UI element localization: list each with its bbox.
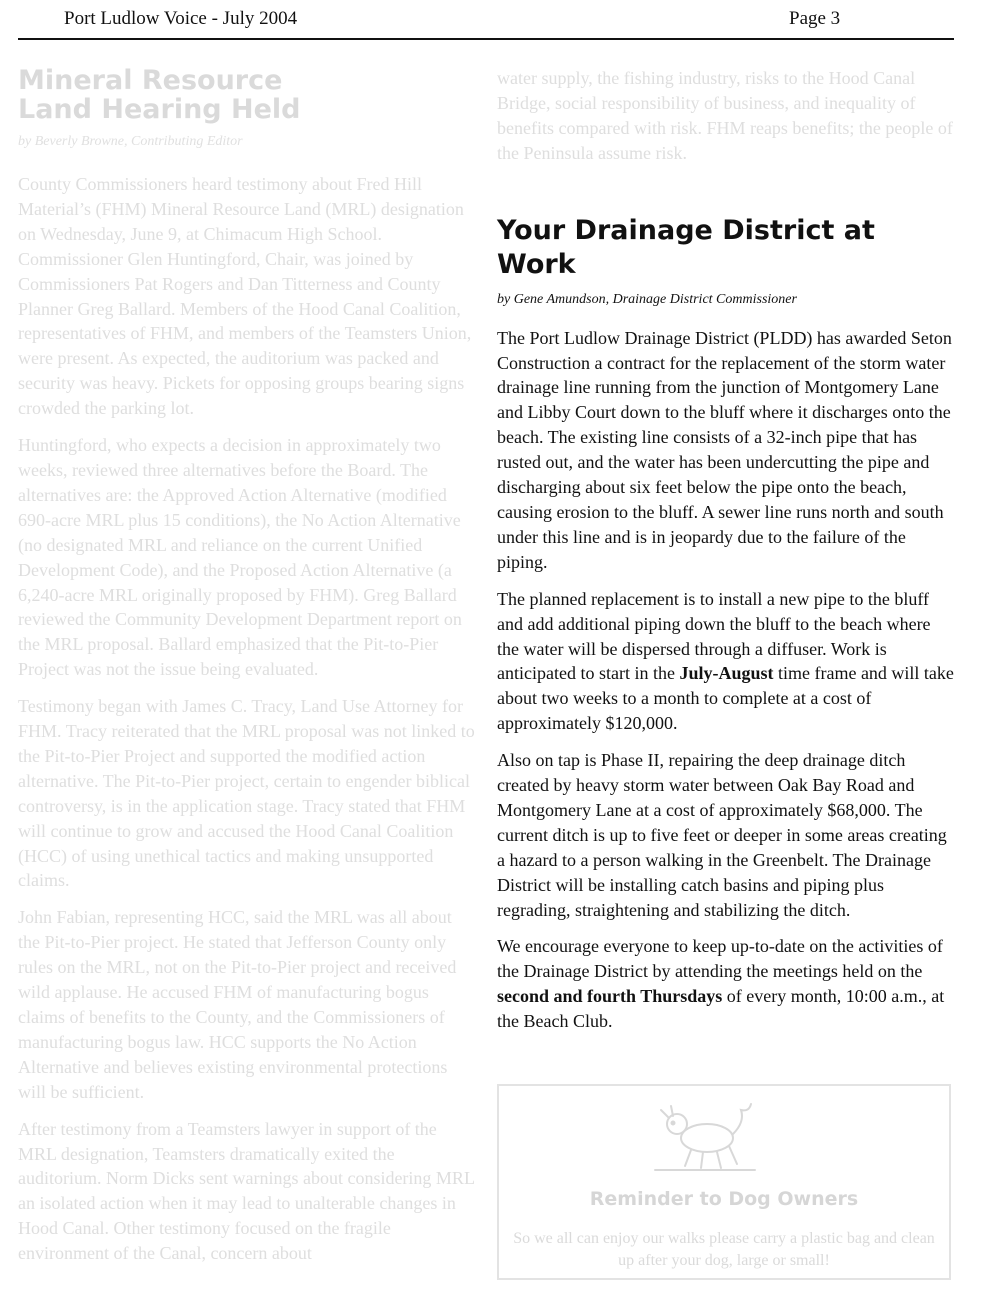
article-paragraph-4: [497, 934, 955, 1034]
left-article-byline: by Beverly Browne, Contributing Editor: [18, 134, 243, 149]
dog-reminder-text: So we all can enjoy our walks please carry a plastic bag and clean up after your dog, large or small!: [513, 1230, 935, 1269]
article-paragraph-3: Also on tap is Phase II, repairing the deep drainage ditch created by heavy storm water between Oak Bay Road and Montgomery Lane at a cost of approximately $68,000. The current ditch is up to five feet or deeper in some areas creating a hazard to a person walking in the Greenbelt. The Drainage District will be installing catch basins and piping plus regrading, straightening and stabilizing the ditch.: [497, 750, 947, 920]
left-article-paragraph: Testimony began with James C. Tracy, Land Use Attorney for FHM. Tracy reiterated that the MRL proposal was not linked to the Pit-to-Pier Project and supported the modified action alternative. The Pit-to-Pier project, certain to engender biblical controversy, is in the application stage. Tracy stated that FHM will continue to grow and accused the Hood Canal Coalition (HCC) of using unethical tactics and making unsupported claims.: [18, 696, 475, 891]
paragraph-text: The planned replacement is to install a new pipe to the bluff and add additional piping down the bluff to the beach where the water will be dispersed through a diffuser. Work is anticipated to start in the: [497, 588, 931, 684]
article-paragraph-1: The Port Ludlow Drainage District (PLDD) has awarded Seton Construction a contract for the replacement of the storm water drainage line running from the junction of Montgomery Lane and Libby Court down to the bluff where it discharges onto the beach. The existing line consists of a 32-inch pipe that has rusted out, and the water has been undercutting the pipe and discharging about six feet below the pipe onto the beach, causing erosion to the bluff. A sewer line runs north and south under this line and is in jeopardy due to the failure of the piping.: [497, 327, 952, 572]
paragraph-text: of every month, 10:00 a.m., at the Beach Club.: [497, 986, 945, 1032]
publication-title: Port Ludlow Voice - July 2004: [64, 8, 298, 29]
article-title: Your Drainage District at Work: [497, 214, 875, 280]
dog-reminder-title: Reminder to Dog Owners: [589, 1188, 859, 1210]
page-number: Page 3: [789, 8, 841, 29]
paragraph-text: We encourage everyone to keep up-to-date on the activities of the Drainage District by attending the meetings held on the: [497, 936, 943, 982]
left-article-title: Mineral Resource Land Hearing Held: [18, 65, 301, 125]
article-byline: by Gene Amundson, Drainage District Commissioner: [497, 291, 797, 307]
left-article-paragraph: After testimony from a Teamsters lawyer in support of the MRL designation, Teamsters dramatically exited the auditorium. Norm Dicks sent warnings about considering MRL an isolated action when it may lead to unalterable changes in Hood Canal. Other testimony focused on the fragile environment of the Canal, concern about: [18, 1118, 475, 1264]
left-article-paragraph: Huntingford, who expects a decision in approximately two weeks, reviewed three alternatives before the Board. The alternatives are: the Approved Action Alternative (modified 690-acre MRL plus 15 conditions), the No Action Alternative (no designated MRL and reliance on the current Unified Development Code), and the Proposed Action Alternative (a 6,240-acre MRL originally proposed by FHM). Greg Ballard reviewed the Community Development Department report on the MRL proposal. Ballard emphasized that the Pit-to-Pier Project was not the issue being evaluated.: [18, 435, 462, 680]
article-paragraph-2: [497, 587, 955, 736]
meeting-days-emphasis: second and fourth Thursdays: [497, 986, 723, 1007]
left-article-continuation: water supply, the fishing industry, risks to the Hood Canal Bridge, social responsibility of business, and inequality of benefits compared with risk. FHM reaps benefits; the people of the Peninsula assume risk.: [497, 68, 953, 163]
paragraph-text: time frame and will take about two weeks to a month to complete at a cost of approximately $120,000.: [497, 663, 954, 734]
left-article-paragraph: County Commissioners heard testimony about Fred Hill Material’s (FHM) Mineral Resource Land (MRL) designation on Wednesday, June 9, at Chimacum High School. Commissioner Glen Huntingford, Chair, was joined by Commissioners Pat Rogers and Dan Titterness and County Planner Greg Ballard. Members of the Hood Canal Coalition, representatives of FHM, and members of the Teamsters Union, were present. As expected, the auditorium was packed and security was heavy. Pickets for opposing groups bearing signs crowded the parking lot.: [18, 174, 472, 419]
right-column: [497, 66, 955, 1046]
left-column-faded: [18, 66, 478, 1278]
date-range-emphasis: July-August: [679, 663, 774, 684]
left-article-paragraph: John Fabian, representing HCC, said the MRL was all about the Pit-to-Pier project. He stated that Jefferson County only rules on the MRL, not on the Pit-to-Pier project and received wild applause. He accused FHM of manufacturing bogus claims of benefits to the County, and the Commissioners of manufacturing bogus law. HCC supports the No Action Alternative and believes existing environmental protections will be sufficient.: [18, 907, 457, 1102]
dog-illustration-icon: [645, 1098, 765, 1178]
dog-reminder-box: [497, 1084, 951, 1280]
page-header: [18, 4, 954, 40]
